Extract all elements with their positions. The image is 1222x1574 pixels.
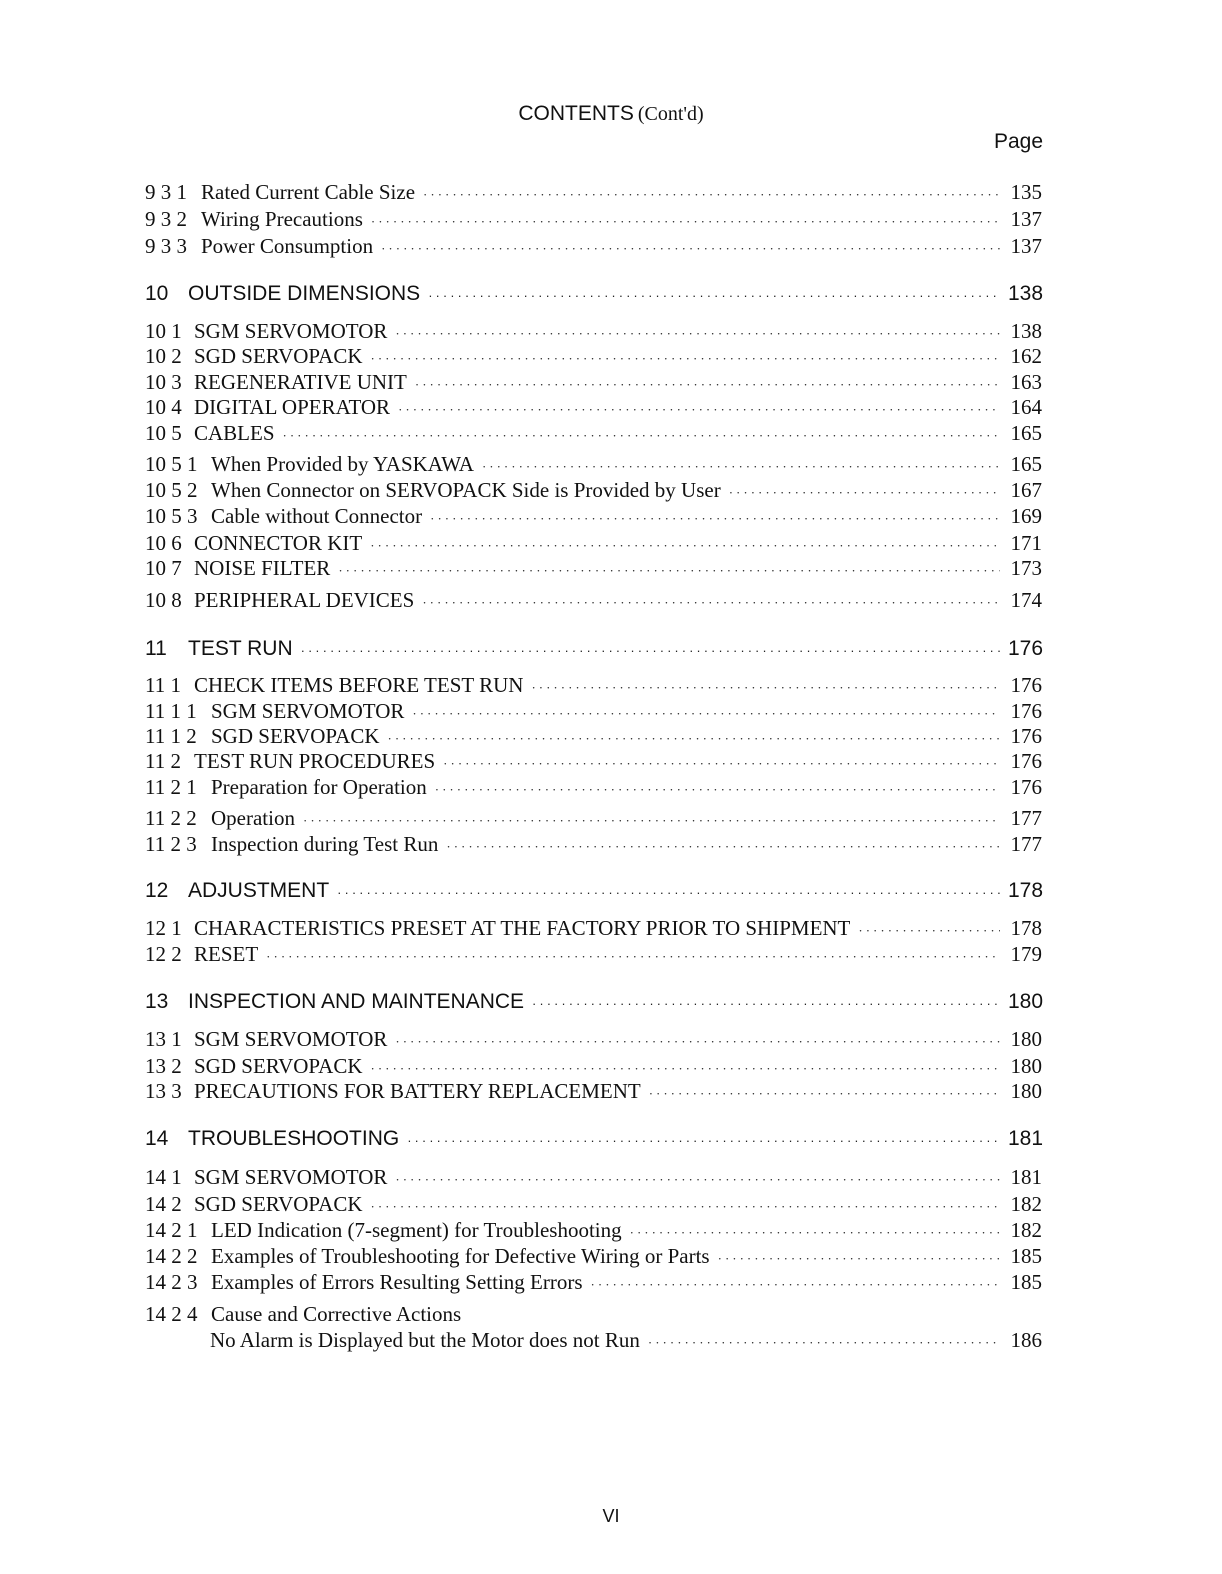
entry-number: 13 3 <box>145 1079 182 1103</box>
entry-page: 162 <box>1010 344 1042 368</box>
entry-page: 178 <box>1008 879 1044 902</box>
dot-leader <box>718 1251 1000 1267</box>
chapter-title: INSPECTION AND MAINTENANCE <box>188 990 525 1013</box>
entry-title: RESET <box>194 942 259 966</box>
entry-number: 14 2 1 <box>145 1218 198 1242</box>
entry-number: 12 1 <box>145 916 182 940</box>
entry-title: REGENERATIVE UNIT <box>194 370 407 394</box>
dot-leader <box>395 326 1000 342</box>
dot-leader <box>266 949 1000 965</box>
toc-entry[interactable] <box>145 344 1042 370</box>
toc-entry[interactable] <box>145 1079 1042 1105</box>
entry-title: Rated Current Cable Size <box>201 180 416 204</box>
dot-leader <box>371 1199 1000 1215</box>
dot-leader <box>443 756 1000 772</box>
dot-leader <box>407 1133 1000 1148</box>
entry-title: SGD SERVOPACK <box>211 724 380 748</box>
entry-page: 180 <box>1010 1079 1042 1103</box>
toc-entry[interactable] <box>145 1302 1042 1328</box>
entry-title: Preparation for Operation <box>211 775 427 799</box>
toc-entry-continuation[interactable] <box>210 1328 1042 1354</box>
entry-page: 174 <box>1010 588 1042 612</box>
dot-leader <box>858 923 1000 939</box>
toc-chapter[interactable] <box>145 990 1042 1016</box>
entry-title: When Connector on SERVOPACK Side is Provided by User <box>211 478 721 502</box>
page-column-label: Page <box>994 130 1044 153</box>
dot-leader <box>283 428 1000 444</box>
chapter-number: 10 <box>145 282 169 305</box>
dot-leader <box>482 459 1000 475</box>
entry-page: 181 <box>1010 1165 1042 1189</box>
entry-number: 10 8 <box>145 588 182 612</box>
entry-page: 164 <box>1010 395 1042 419</box>
dot-leader <box>301 643 1000 658</box>
toc-entry[interactable] <box>145 478 1042 504</box>
toc-entry[interactable] <box>145 504 1042 530</box>
entry-page: 182 <box>1010 1218 1042 1242</box>
entry-number: 14 2 2 <box>145 1244 198 1268</box>
entry-number: 13 2 <box>145 1054 182 1078</box>
entry-page: 182 <box>1010 1192 1042 1216</box>
toc-entry[interactable] <box>145 942 1042 968</box>
entry-title: SGM SERVOMOTOR <box>194 319 388 343</box>
toc-entry[interactable] <box>145 421 1042 447</box>
chapter-title: OUTSIDE DIMENSIONS <box>188 282 421 305</box>
entry-title: SGM SERVOMOTOR <box>211 699 405 723</box>
entry-title: When Provided by YASKAWA <box>211 452 474 476</box>
entry-page: 138 <box>1008 282 1044 305</box>
dot-leader <box>388 731 1000 747</box>
entry-number: 10 5 3 <box>145 504 198 528</box>
entry-page: 176 <box>1010 673 1042 697</box>
entry-page: 180 <box>1010 1027 1042 1051</box>
entry-number: 10 5 <box>145 421 182 445</box>
toc-entry[interactable] <box>145 452 1042 478</box>
toc-entry[interactable] <box>145 207 1042 233</box>
toc-entry[interactable] <box>145 673 1042 699</box>
toc-entry[interactable] <box>145 319 1042 345</box>
dot-leader <box>729 485 1000 501</box>
entry-page: 179 <box>1010 942 1042 966</box>
entry-number: 9 3 1 <box>145 180 187 204</box>
toc-entry[interactable] <box>145 180 1042 206</box>
toc-entry[interactable] <box>145 699 1042 725</box>
title-sub: (Cont'd) <box>637 103 704 125</box>
entry-number: 9 3 3 <box>145 234 187 258</box>
dot-leader <box>531 680 1000 696</box>
entry-title: CHECK ITEMS BEFORE TEST RUN <box>194 673 524 697</box>
entry-number: 11 1 <box>145 673 181 697</box>
entry-page: 171 <box>1010 531 1042 555</box>
entry-page: 180 <box>1010 1054 1042 1078</box>
dot-leader <box>446 839 1000 855</box>
entry-title: Power Consumption <box>201 234 374 258</box>
dot-leader <box>649 1086 1000 1102</box>
dot-leader <box>338 563 1000 579</box>
entry-title: CONNECTOR KIT <box>194 531 363 555</box>
toc-chapter[interactable] <box>145 1127 1042 1153</box>
toc-entry[interactable] <box>145 749 1042 775</box>
entry-title: CHARACTERISTICS PRESET AT THE FACTORY PRIOR TO SHIPMENT <box>194 916 851 940</box>
toc-entry[interactable] <box>145 1270 1042 1296</box>
toc-chapter[interactable] <box>145 637 1042 663</box>
entry-page: 176 <box>1010 749 1042 773</box>
toc-chapter[interactable] <box>145 282 1042 308</box>
entry-page: 173 <box>1010 556 1042 580</box>
entry-page: 180 <box>1008 990 1044 1013</box>
toc-entry[interactable] <box>145 832 1042 858</box>
dot-leader <box>303 813 1000 829</box>
dot-leader <box>422 595 1000 611</box>
toc-entry[interactable] <box>145 370 1042 396</box>
entry-page: 167 <box>1010 478 1042 502</box>
entry-title: Wiring Precautions <box>201 207 363 231</box>
dot-leader <box>591 1277 1000 1293</box>
entry-number: 11 1 1 <box>145 699 197 723</box>
entry-title: Examples of Troubleshooting for Defective Wiring or Parts <box>211 1244 710 1268</box>
dot-leader <box>415 377 1000 393</box>
dot-leader <box>630 1225 1000 1241</box>
entry-page: 185 <box>1010 1270 1042 1294</box>
entry-title: CABLES <box>194 421 275 445</box>
entry-page: 165 <box>1010 452 1042 476</box>
dot-leader <box>412 706 1000 722</box>
entry-title: SGM SERVOMOTOR <box>194 1165 388 1189</box>
entry-number: 11 1 2 <box>145 724 197 748</box>
toc-chapter[interactable] <box>145 879 1042 905</box>
toc-entry[interactable] <box>145 588 1042 614</box>
dot-leader <box>371 351 1000 367</box>
entry-title: LED Indication (7-segment) for Troubleshooting <box>211 1218 622 1242</box>
entry-number: 13 1 <box>145 1027 182 1051</box>
entry-number: 11 2 2 <box>145 806 197 830</box>
entry-title: DIGITAL OPERATOR <box>194 395 391 419</box>
entry-number: 10 2 <box>145 344 182 368</box>
toc-entry[interactable] <box>145 1054 1042 1080</box>
toc-entry[interactable] <box>145 234 1042 260</box>
entry-page: 163 <box>1010 370 1042 394</box>
entry-number: 10 5 1 <box>145 452 198 476</box>
entry-page: 135 <box>1010 180 1042 204</box>
entry-page: 176 <box>1008 637 1044 660</box>
entry-number: 10 1 <box>145 319 182 343</box>
entry-number: 10 3 <box>145 370 182 394</box>
entry-number: 9 3 2 <box>145 207 187 231</box>
title-main: CONTENTS <box>518 102 634 125</box>
dot-leader <box>381 241 1000 257</box>
entry-title: No Alarm is Displayed but the Motor does not Run <box>210 1328 640 1352</box>
dot-leader <box>371 214 1000 230</box>
entry-title: SGD SERVOPACK <box>194 1054 363 1078</box>
entry-title: Operation <box>211 806 295 830</box>
entry-number: 11 2 3 <box>145 832 197 856</box>
entry-title: SGM SERVOMOTOR <box>194 1027 388 1051</box>
entry-title: SGD SERVOPACK <box>194 1192 363 1216</box>
entry-title: NOISE FILTER <box>194 556 331 580</box>
entry-page: 169 <box>1010 504 1042 528</box>
entry-title: PERIPHERAL DEVICES <box>194 588 415 612</box>
toc-entry[interactable] <box>145 724 1042 750</box>
chapter-number: 14 <box>145 1127 169 1150</box>
entry-page: 177 <box>1010 832 1042 856</box>
page-number: VI <box>602 1506 620 1526</box>
chapter-title: TEST RUN <box>188 637 293 660</box>
entry-number: 14 2 4 <box>145 1302 198 1326</box>
chapter-title: TROUBLESHOOTING <box>188 1127 400 1150</box>
entry-page: 186 <box>1010 1328 1042 1352</box>
entry-number: 14 1 <box>145 1165 182 1189</box>
entry-number: 10 5 2 <box>145 478 198 502</box>
entry-page: 137 <box>1010 207 1042 231</box>
chapter-title: ADJUSTMENT <box>188 879 330 902</box>
entry-title: Inspection during Test Run <box>211 832 439 856</box>
dot-leader <box>337 885 1000 900</box>
entry-number: 11 2 <box>145 749 181 773</box>
entry-page: 177 <box>1010 806 1042 830</box>
toc-entry[interactable] <box>145 775 1042 801</box>
entry-page: 176 <box>1010 724 1042 748</box>
entry-title: TEST RUN PROCEDURES <box>194 749 436 773</box>
toc-entry[interactable] <box>145 395 1042 421</box>
toc-entry[interactable] <box>145 916 1042 942</box>
dot-leader <box>428 288 1000 303</box>
toc-entry[interactable] <box>145 531 1042 557</box>
entry-number: 10 6 <box>145 531 182 555</box>
dot-leader <box>371 1061 1000 1077</box>
toc-entry[interactable] <box>145 1192 1042 1218</box>
toc-entry[interactable] <box>145 1027 1042 1053</box>
entry-page: 178 <box>1010 916 1042 940</box>
entry-title: Examples of Errors Resulting Setting Errors <box>211 1270 583 1294</box>
entry-page: 176 <box>1010 699 1042 723</box>
entry-number: 14 2 3 <box>145 1270 198 1294</box>
dot-leader <box>398 402 1000 418</box>
entry-page: 176 <box>1010 775 1042 799</box>
dot-leader <box>430 511 1000 527</box>
entry-page: 138 <box>1010 319 1042 343</box>
dot-leader <box>370 538 1000 554</box>
entry-title: PRECAUTIONS FOR BATTERY REPLACEMENT <box>194 1079 641 1103</box>
entry-number: 11 2 1 <box>145 775 197 799</box>
toc-entry[interactable] <box>145 806 1042 832</box>
dot-leader <box>395 1172 1000 1188</box>
entry-number: 14 2 <box>145 1192 182 1216</box>
dot-leader <box>395 1034 1000 1050</box>
entry-page: 185 <box>1010 1244 1042 1268</box>
toc-entry[interactable] <box>145 1244 1042 1270</box>
entry-page: 165 <box>1010 421 1042 445</box>
dot-leader <box>423 187 1000 203</box>
entry-title: Cause and Corrective Actions <box>211 1302 462 1326</box>
dot-leader <box>435 782 1000 798</box>
toc-entry[interactable] <box>145 1218 1042 1244</box>
dot-leader <box>648 1335 1000 1351</box>
entry-page: 137 <box>1010 234 1042 258</box>
entry-page: 181 <box>1008 1127 1044 1150</box>
chapter-number: 12 <box>145 879 169 902</box>
entry-number: 10 4 <box>145 395 182 419</box>
entry-number: 12 2 <box>145 942 182 966</box>
toc-entry[interactable] <box>145 556 1042 582</box>
entry-number: 10 7 <box>145 556 182 580</box>
toc-entry[interactable] <box>145 1165 1042 1191</box>
dot-leader <box>532 996 1000 1011</box>
entry-title: SGD SERVOPACK <box>194 344 363 368</box>
chapter-number: 13 <box>145 990 169 1013</box>
chapter-number: 11 <box>145 637 167 660</box>
entry-title: Cable without Connector <box>211 504 423 528</box>
